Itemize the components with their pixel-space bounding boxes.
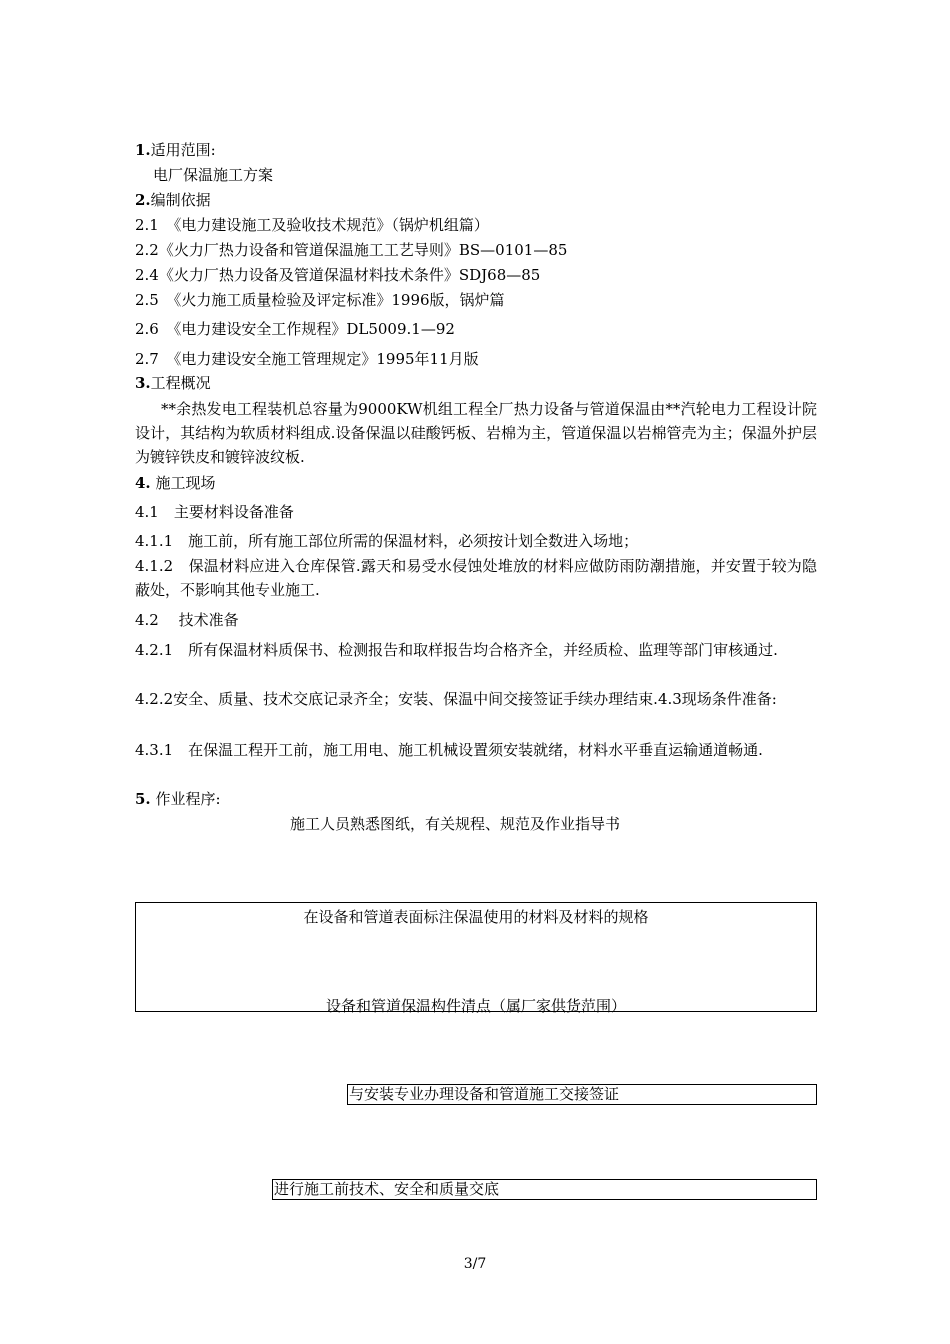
flow-step-5: 进行施工前技术、安全和质量交底 [274,1180,500,1198]
section-1-text: 电厂保温施工方案 [153,166,274,184]
section-3-text: **余热发电工程装机总容量为9000KW机组工程全厂热力设备与管道保温由**汽轮电力工程设计院设计，其结构为软质材料组成.设备保温以硅酸钙板、岩棉为主，管道保温以岩棉管壳为主；保温外护层为镀锌铁皮和镀锌波纹板. [135,400,817,466]
ref-2-2: 2.2《火力厂热力设备和管道保温施工工艺导则》BS—0101—85 [135,241,568,259]
page-number: 3/7 [463,1256,487,1272]
section-4-2-2: 4.2.2安全、质量、技术交底记录齐全；安装、保温中间交接签证手续办理结束.4.3现场条件准备: [135,690,777,708]
section-4-1: 4.1 主要材料设备准备 [135,503,294,521]
section-3-heading: 3.工程概况 [135,374,211,392]
ref-2-7: 2.7 《电力建设安全施工管理规定》1995年11月版 [135,350,479,368]
ref-2-5: 2.5 《火力施工质量检验及评定标准》1996版，锅炉篇 [135,291,505,309]
section-4-2-1: 4.2.1 所有保温材料质保书、检测报告和取样报告均合格齐全，并经质检、监理等部门审核通过. [135,641,778,659]
section-4-2: 4.2 技术准备 [135,611,239,629]
flow-step-4: 与安装专业办理设备和管道施工交接签证 [349,1085,620,1103]
section-1-heading: 1.适用范围: [135,141,216,159]
flow-box-2 [135,902,817,1015]
flow-box-4 [347,1084,817,1105]
section-5-heading: 5. 作业程序: [135,790,221,808]
ref-2-4: 2.4《火力厂热力设备及管道保温材料技术条件》SDJ68—85 [135,266,541,284]
flow-step-2: 在设备和管道表面标注保温使用的材料及材料的规格 [303,908,649,926]
flow-step-1: 施工人员熟悉图纸，有关规程、规范及作业指导书 [290,815,621,833]
flow-step-3: 设备和管道保温构件清点（属厂家供货范围） [325,997,626,1015]
ref-2-1: 2.1 《电力建设施工及验收技术规范》（锅炉机组篇） [135,216,489,234]
section-4-1-2: 4.1.2 保温材料应进入仓库保管.露天和易受水侵蚀处堆放的材料应做防雨防潮措施，并安置于较为隐蔽处，不影响其他专业施工. [135,557,817,599]
section-2-heading: 2.编制依据 [135,191,211,209]
ref-2-6: 2.6 《电力建设安全工作规程》DL5009.1—92 [135,320,455,338]
section-4-3-1: 4.3.1 在保温工程开工前，施工用电、施工机械设置须安装就绪，材料水平垂直运输通道畅通. [135,741,763,759]
flow-box-5 [272,1179,817,1200]
section-4-1-1: 4.1.1 施工前，所有施工部位所需的保温材料，必须按计划全数进入场地； [135,532,639,550]
section-4-heading: 4. 施工现场 [135,474,216,492]
